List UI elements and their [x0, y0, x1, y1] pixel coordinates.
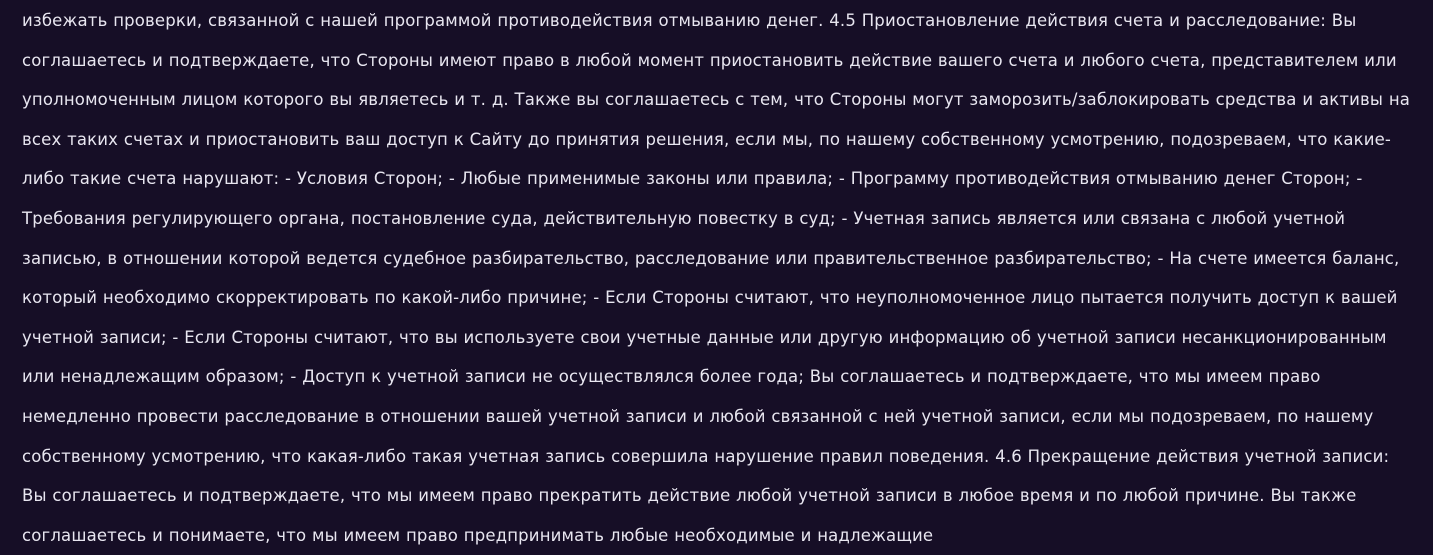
- terms-body-text: избежать проверки, связанной с нашей программой противодействия отмыванию денег. 4.5 Приостановление действия счета и расследование: Вы соглашаетесь и подтверждаете, что Стороны имеют право в любой момент приостановить действие вашего счета и любого счета, представителем или уполномоченным лицом которого вы являетесь и т. д. Также вы соглашаетесь с тем, что Стороны могут заморозить/заблокировать средства и активы на всех таких счетах и приостановить ваш доступ к Сайту до принятия решения, если мы, по нашему собственному усмотрению, подозреваем, что какие-либо такие счета нарушают: - Условия Сторон; - Любые применимые законы или правила; - Программу противодействия отмыванию денег Сторон; - Требования регулирующего органа, постановление суда, действительную повестку в суд; - Учетная запись является или связана с любой учетной записью, в отношении которой ведется судебное разбирательство, расследование или правительственное разбирательство; - На счете имеется баланс, который необходимо скорректировать по какой-либо причине; - Если Стороны считают, что неуполномоченное лицо пытается получить доступ к вашей учетной записи; - Если Стороны считают, что вы используете свои учетные данные или другую информацию об учетной записи несанкционированным или ненадлежащим образом; - Доступ к учетной записи не осуществлялся более года; Вы соглашаетесь и подтверждаете, что мы имеем право немедленно провести расследование в отношении вашей учетной записи и любой связанной с ней учетной записи, если мы подозреваем, по нашему собственному усмотрению, что какая-либо такая учетная запись совершила нарушение правил поведения. 4.6 Прекращение действия учетной записи: Вы соглашаетесь и подтверждаете, что мы имеем право прекратить действие любой учетной записи в любое время и по любой причине. Вы также соглашаетесь и понимаете, что мы имеем право предпринимать любые необходимые и надлежащие: [22, 11, 1411, 545]
